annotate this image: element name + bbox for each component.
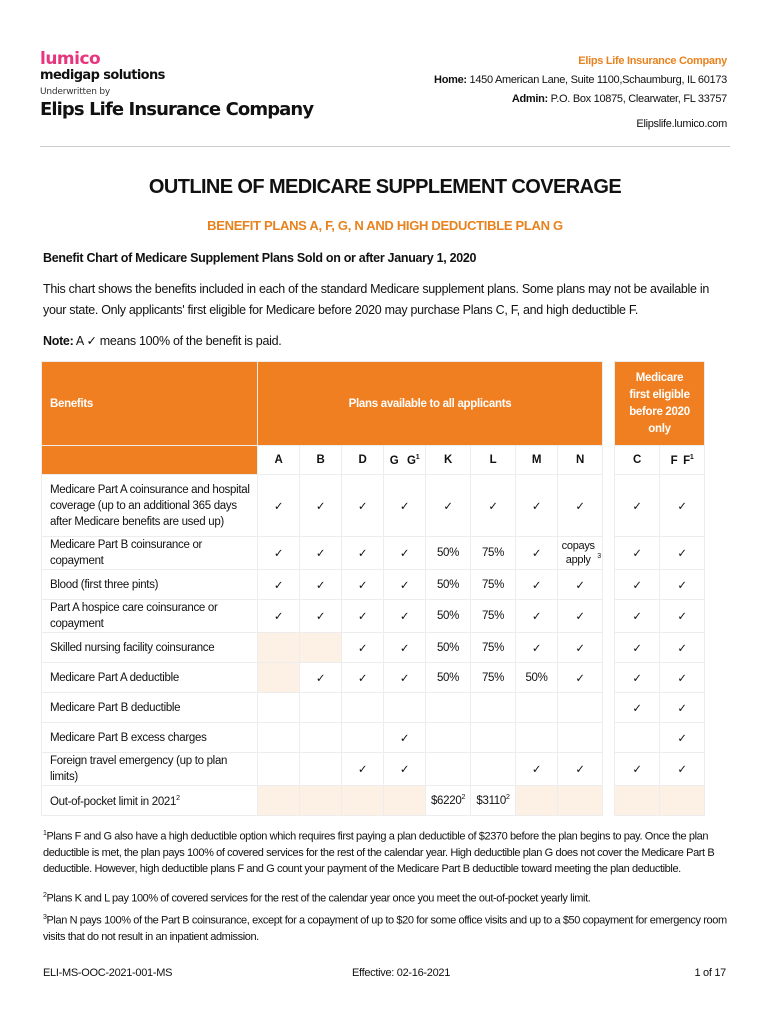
benefit-cell	[300, 723, 342, 753]
plan-a: A	[258, 446, 300, 475]
cell-value: 50%	[436, 610, 460, 622]
benefit-cell	[258, 753, 300, 786]
cell-value: $6220	[430, 794, 462, 807]
benefit-cell	[384, 633, 426, 663]
check-icon: ✓	[531, 642, 542, 655]
check-icon: ✓	[575, 642, 585, 655]
benefit-text: Medicare Part B coinsurance or copayment	[50, 539, 203, 567]
table-row	[42, 693, 705, 723]
check-icon: ✓	[575, 764, 585, 776]
check-icon: ✓	[273, 500, 284, 513]
benefit-cell	[516, 723, 558, 753]
check-icon: ✓	[399, 579, 410, 592]
benefit-label	[42, 633, 258, 663]
benefit-cell	[558, 600, 603, 633]
benefit-cell	[384, 753, 426, 786]
benefit-cell	[258, 537, 300, 570]
benefit-cell	[384, 786, 426, 816]
check-icon: ✓	[273, 579, 284, 592]
benefit-cell	[342, 537, 384, 570]
home-address: 1450 American Lane, Suite 1100,Schaumburg, IL 60173	[469, 74, 727, 86]
form-number: ELI-MS-OOC-2021-001-MS	[43, 967, 173, 979]
check-icon: ✓	[399, 732, 410, 745]
benefit-cell	[471, 753, 516, 786]
cell-value: 75%	[481, 671, 505, 684]
benefit-cell	[384, 693, 426, 723]
benefit-cell	[426, 723, 471, 753]
table-row	[42, 600, 705, 633]
benefit-label	[42, 570, 258, 600]
benefit-cell	[471, 693, 516, 723]
cell-value: copays apply	[561, 540, 595, 566]
cell-value: 75%	[481, 610, 505, 622]
benefit-cell	[558, 753, 603, 786]
company-logo	[40, 50, 313, 120]
cell-value: 50%	[525, 671, 548, 684]
check-icon: ✓	[357, 642, 368, 655]
footnote-2	[43, 888, 731, 907]
admin-address: P.O. Box 10875, Clearwater, FL 33757	[550, 93, 727, 105]
benefit-cell	[426, 663, 471, 693]
check-icon: ✓	[575, 579, 585, 592]
benefit-cell	[342, 753, 384, 786]
check-icon: ✓	[315, 579, 326, 592]
footnote-3-text: Plan N pays 100% of the Part B coinsurance, except for a copayment of up to $20 for some office visits and up to a $50 copayment for emergency room visits that do not result in an inpatient admission.	[43, 914, 727, 943]
plan-g	[384, 446, 426, 475]
check-icon: ✓	[399, 500, 410, 513]
benefit-cell	[471, 475, 516, 537]
benefit-cell	[660, 600, 705, 633]
column-gap	[603, 446, 615, 475]
all-applicants-header: Plans available to all applicants	[258, 362, 603, 446]
benefit-cell	[558, 633, 603, 663]
benefit-label	[42, 786, 258, 816]
home-address-line	[434, 71, 727, 90]
benefit-cell	[342, 663, 384, 693]
benefit-cell	[426, 537, 471, 570]
table-row	[42, 475, 705, 537]
intro-paragraph: This chart shows the benefits included in each of the standard Medicare supplement plans. Some plans may not be available in your state. Only applicants' first eligible for Medicare before 2020 may purchase Plans C, F, and high deductible F.	[43, 282, 709, 317]
benefit-cell	[516, 570, 558, 600]
check-icon: ✓	[315, 548, 326, 560]
column-gap	[603, 693, 615, 723]
benefit-cell	[558, 570, 603, 600]
benefit-cell	[516, 600, 558, 633]
benefit-table	[41, 361, 705, 816]
cell-sup: 2	[506, 794, 510, 802]
plan-b: B	[300, 446, 342, 475]
check-icon: ✓	[488, 500, 498, 513]
benefit-cell	[426, 600, 471, 633]
benefit-cell	[258, 723, 300, 753]
benefit-cell	[342, 600, 384, 633]
column-gap	[603, 633, 615, 663]
footnote-1	[43, 826, 731, 877]
benefit-cell	[615, 633, 660, 663]
cell-value: 50%	[436, 641, 460, 654]
benefit-cell	[300, 663, 342, 693]
plan-n: N	[558, 446, 603, 475]
column-gap	[603, 475, 615, 537]
check-icon: ✓	[357, 548, 368, 560]
check-icon: ✓	[677, 702, 687, 715]
column-gap	[603, 537, 615, 570]
note-label: Note:	[43, 334, 74, 348]
benefit-cell	[615, 475, 660, 537]
logo-underwritten: Underwritten by	[40, 87, 111, 97]
benefit-text: Medicare Part A deductible	[50, 671, 180, 684]
check-icon: ✓	[273, 611, 284, 623]
oop-sup: 2	[176, 795, 180, 803]
benefit-cell	[300, 753, 342, 786]
plan-g-high-letter: G	[407, 454, 416, 467]
check-icon: ✓	[357, 764, 368, 776]
check-icon: ✓	[399, 764, 410, 776]
check-icon: ✓	[575, 500, 585, 513]
table-header-row	[42, 362, 705, 446]
check-icon: ✓	[357, 672, 368, 685]
check-icon: ✓	[677, 732, 687, 745]
benefit-cell	[342, 786, 384, 816]
plan-f-letter: F	[670, 454, 678, 467]
check-icon: ✓	[399, 642, 410, 655]
benefits-header-spacer	[42, 446, 258, 475]
column-gap	[603, 362, 615, 446]
benefit-text: Foreign travel emergency (up to plan limits)	[50, 755, 228, 783]
column-gap	[603, 786, 615, 816]
check-icon: ✓	[531, 579, 542, 592]
check-icon: ✓	[575, 672, 585, 685]
check-icon: ✓	[632, 611, 642, 623]
check-icon: ✓	[399, 548, 410, 560]
plan-k: K	[426, 446, 471, 475]
logo-brand: lumico	[40, 49, 101, 69]
check-icon: ✓	[399, 611, 410, 623]
benefits-header: Benefits	[42, 362, 258, 446]
logo-company: Elips Life Insurance Company	[40, 99, 314, 120]
cell-value: 50%	[436, 578, 460, 591]
cell-value: 50%	[436, 671, 460, 684]
benefit-cell	[258, 600, 300, 633]
check-icon: ✓	[632, 764, 642, 776]
check-icon: ✓	[677, 548, 687, 560]
benefit-text: Medicare Part B deductible	[50, 701, 181, 714]
benefit-text: Out-of-pocket limit in 2021	[50, 795, 177, 808]
benefit-cell	[516, 693, 558, 723]
benefit-cell	[384, 663, 426, 693]
benefit-cell	[558, 723, 603, 753]
benefit-cell	[342, 570, 384, 600]
benefit-cell	[558, 475, 603, 537]
benefit-cell	[258, 475, 300, 537]
check-icon: ✓	[443, 500, 453, 513]
benefit-cell	[660, 475, 705, 537]
benefit-cell	[660, 753, 705, 786]
plan-l: L	[471, 446, 516, 475]
check-icon: ✓	[357, 611, 368, 623]
benefit-cell	[258, 570, 300, 600]
plan-g-letter: G	[389, 454, 399, 467]
check-icon: ✓	[632, 672, 642, 685]
benefit-text: Medicare Part B excess charges	[50, 731, 207, 744]
benefit-cell	[615, 537, 660, 570]
table-row	[42, 537, 705, 570]
plan-g-high-sup: 1	[415, 453, 420, 461]
header-divider	[40, 146, 730, 147]
benefit-text: Medicare Part A coinsurance and hospital coverage (up to an additional 365 days after Medicare benefits are used up)	[50, 483, 250, 528]
page-subtitle: BENEFIT PLANS A, F, G, N AND HIGH DEDUCTIBLE PLAN G	[207, 218, 563, 233]
cell-value: $3110	[476, 794, 507, 807]
benefit-cell	[384, 475, 426, 537]
plan-c: C	[615, 446, 660, 475]
benefit-label	[42, 475, 258, 537]
benefit-cell	[258, 633, 300, 663]
table-row	[42, 723, 705, 753]
check-icon: ✓	[677, 500, 687, 513]
footnote-3	[43, 910, 731, 945]
benefit-cell	[384, 537, 426, 570]
benefit-cell	[660, 570, 705, 600]
company-name: Elips Life Insurance Company	[578, 55, 727, 67]
benefit-cell	[384, 600, 426, 633]
benefit-cell	[300, 600, 342, 633]
benefit-cell	[516, 663, 558, 693]
benefit-text: Skilled nursing facility coinsurance	[50, 641, 215, 654]
benefit-text: Blood (first three pints)	[50, 578, 159, 591]
benefit-cell	[426, 753, 471, 786]
benefit-cell	[426, 475, 471, 537]
logo-product: medigap solutions	[40, 68, 165, 83]
benefit-cell	[516, 475, 558, 537]
admin-address-line	[434, 90, 727, 109]
check-icon: ✓	[677, 611, 687, 623]
check-icon: ✓	[575, 611, 585, 623]
footnote-3-mark: 3	[43, 914, 47, 921]
note-text: A ✓ means 100% of the benefit is paid.	[73, 334, 282, 348]
benefit-cell	[471, 633, 516, 663]
benefit-cell	[660, 663, 705, 693]
benefit-cell	[471, 537, 516, 570]
page-title: OUTLINE OF MEDICARE SUPPLEMENT COVERAGE	[148, 176, 622, 198]
page-number: 1 of 17	[694, 967, 726, 979]
check-icon: ✓	[677, 764, 687, 776]
table-row	[42, 570, 705, 600]
benefit-cell	[558, 663, 603, 693]
effective-date: Effective: 02-16-2021	[352, 967, 451, 979]
plan-m: M	[516, 446, 558, 475]
benefit-cell	[300, 537, 342, 570]
home-label: Home:	[434, 74, 467, 86]
benefit-cell	[342, 723, 384, 753]
benefit-cell	[558, 693, 603, 723]
check-icon: ✓	[357, 579, 368, 592]
benefit-cell	[471, 663, 516, 693]
benefit-cell	[615, 600, 660, 633]
table-row	[42, 786, 705, 816]
benefit-cell	[342, 475, 384, 537]
footnote-1-text: Plans F and G also have a high deductible option which requires first paying a plan deductible of $2370 before the plan begins to pay. Once the plan deductible is met, the plan pays 100% of covered services for the rest of the calendar year. High deductible plan G does not cover the Medicare Part B deductible. However, high deductible plans F and G count your payment of the Medicare Part B deductible toward meeting the plan deductible.	[43, 830, 715, 875]
benefit-cell	[660, 723, 705, 753]
plan-f	[660, 446, 705, 475]
benefit-cell	[426, 570, 471, 600]
benefit-cell	[615, 570, 660, 600]
benefit-cell	[615, 663, 660, 693]
benefit-label	[42, 600, 258, 633]
cell-value: 75%	[481, 547, 505, 559]
column-gap	[603, 570, 615, 600]
cell-value: 75%	[481, 578, 505, 591]
table-row	[42, 663, 705, 693]
benefit-cell	[516, 633, 558, 663]
check-icon: ✓	[315, 672, 326, 685]
benefit-cell	[660, 786, 705, 816]
check-icon: ✓	[677, 579, 687, 592]
admin-label: Admin:	[511, 93, 548, 105]
footnote-2-text: Plans K and L pay 100% of covered services for the rest of the calendar year once you meet the out-of-pocket yearly limit.	[46, 892, 591, 905]
check-icon: ✓	[632, 548, 642, 560]
benefit-cell	[471, 723, 516, 753]
benefit-cell	[471, 570, 516, 600]
benefit-cell	[300, 786, 342, 816]
check-icon: ✓	[273, 548, 284, 560]
check-icon: ✓	[531, 500, 542, 513]
note	[43, 333, 281, 348]
benefit-cell	[615, 786, 660, 816]
benefit-cell	[300, 570, 342, 600]
benefit-cell	[258, 663, 300, 693]
table-row	[42, 753, 705, 786]
cell-sup: 3	[597, 553, 601, 561]
benefit-cell	[300, 475, 342, 537]
check-icon: ✓	[677, 642, 687, 655]
benefit-label	[42, 693, 258, 723]
benefit-cell	[426, 633, 471, 663]
check-icon: ✓	[531, 548, 542, 560]
benefit-cell	[471, 600, 516, 633]
benefit-cell	[516, 537, 558, 570]
cell-value: 50%	[436, 547, 460, 559]
footnote-2-mark: 2	[43, 892, 47, 899]
address-block	[434, 52, 727, 134]
benefit-text: Part A hospice care coinsurance or copayment	[50, 602, 218, 630]
cell-value: 75%	[481, 641, 505, 654]
column-gap	[603, 753, 615, 786]
benefit-cell	[615, 693, 660, 723]
plan-f-high-sup: 1	[689, 453, 694, 461]
plan-letter-row	[42, 446, 705, 475]
benefit-cell	[660, 633, 705, 663]
benefit-cell	[558, 786, 603, 816]
benefit-cell	[615, 753, 660, 786]
benefit-label	[42, 537, 258, 570]
footnote-1-mark: 1	[43, 830, 47, 837]
check-icon: ✓	[315, 500, 326, 513]
check-icon: ✓	[677, 672, 687, 685]
benefit-cell	[384, 723, 426, 753]
table-row	[42, 633, 705, 663]
benefit-cell	[516, 753, 558, 786]
check-icon: ✓	[315, 611, 326, 623]
column-gap	[603, 663, 615, 693]
check-icon: ✓	[632, 579, 642, 592]
benefit-cell	[660, 537, 705, 570]
benefit-cell	[300, 693, 342, 723]
benefit-cell	[471, 786, 516, 816]
check-icon: ✓	[632, 702, 642, 715]
chart-heading: Benefit Chart of Medicare Supplement Plans Sold on or after January 1, 2020	[43, 251, 477, 265]
benefit-cell	[342, 633, 384, 663]
check-icon: ✓	[399, 672, 410, 685]
benefit-cell	[342, 693, 384, 723]
benefit-cell	[426, 786, 471, 816]
benefit-label	[42, 663, 258, 693]
column-gap	[603, 600, 615, 633]
benefit-label	[42, 753, 258, 786]
check-icon: ✓	[632, 642, 642, 655]
check-icon: ✓	[531, 764, 542, 776]
before-2020-header: Medicare first eligible before 2020 only	[615, 362, 705, 446]
benefit-cell	[660, 693, 705, 723]
cell-sup: 2	[461, 794, 466, 802]
plan-f-high-letter: F	[683, 454, 690, 467]
benefit-cell	[258, 693, 300, 723]
check-icon: ✓	[632, 500, 642, 513]
benefit-cell	[300, 633, 342, 663]
benefit-cell	[558, 537, 603, 570]
benefit-cell	[516, 786, 558, 816]
benefit-cell	[384, 570, 426, 600]
benefit-label	[42, 723, 258, 753]
website-link[interactable]: Elipslife.lumico.com	[636, 118, 727, 130]
check-icon: ✓	[357, 500, 368, 513]
benefit-cell	[426, 693, 471, 723]
check-icon: ✓	[531, 611, 542, 623]
benefit-cell	[258, 786, 300, 816]
column-gap	[603, 723, 615, 753]
benefit-cell	[615, 723, 660, 753]
plan-d: D	[342, 446, 384, 475]
